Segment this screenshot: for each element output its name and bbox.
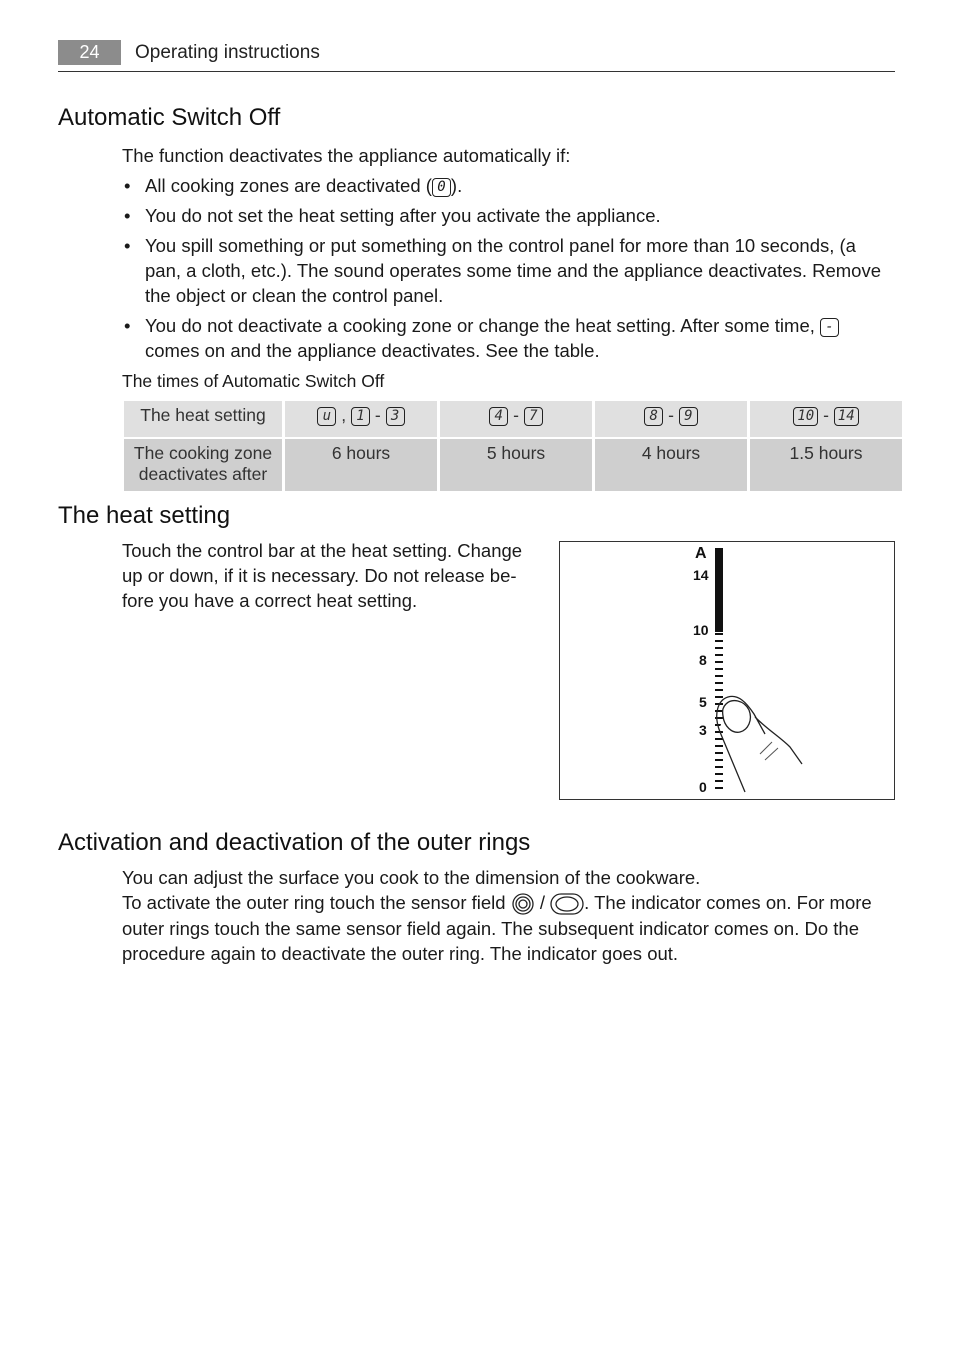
scale-label-5: 5 — [699, 694, 707, 710]
time-cell: 5 hours — [440, 439, 592, 491]
list-item: • You do not deactivate a cooking zone or change the heat setting. After some time, - comes on and the appliance deactivates. See the table. — [122, 313, 897, 363]
page-header — [58, 40, 895, 72]
display-digit-icon: 7 — [524, 407, 543, 426]
row-header-deactivates-after: The cooking zone deactivates after — [124, 439, 282, 491]
page-number: 24 — [58, 40, 121, 65]
display-digit-icon: 14 — [834, 407, 859, 426]
table-row — [124, 401, 902, 437]
row-header-heat-setting: The heat setting — [124, 401, 282, 437]
scale-label-3: 3 — [699, 722, 707, 738]
scale-label-a: A — [695, 545, 707, 562]
scale-label-14: 14 — [693, 567, 709, 583]
scale-label-0: 0 — [699, 779, 707, 795]
heat-setting-cell: u , 1 - 3 — [285, 401, 437, 437]
display-zero-icon: 0 — [432, 178, 451, 197]
display-digit-icon: 4 — [489, 407, 508, 426]
time-cell: 4 hours — [595, 439, 747, 491]
time-cell: 6 hours — [285, 439, 437, 491]
heading-automatic-switch-off: Automatic Switch Off — [58, 104, 281, 131]
switch-off-times-table — [121, 399, 905, 493]
display-dash-icon: - — [820, 318, 839, 337]
table-row — [124, 439, 902, 491]
conditions-list — [122, 173, 897, 368]
display-digit-icon: 8 — [644, 407, 663, 426]
display-digit-icon: 9 — [679, 407, 698, 426]
outer-rings-text: You can adjust the surface you cook to the dimension of the cookware. To activate the outer ring touch the sensor field / . The indicator comes on. For more outer rings touch the same sensor field again. The subsequent indicator comes on. Do the procedure again to deactivate the outer ring. The indicator goes out. — [122, 867, 872, 965]
scale-label-10: 10 — [693, 622, 709, 638]
list-item: • You spill something or put something on the control panel for more than 10 seconds, (a pan, a cloth, etc.). The sound operates some time and the appliance deactivates. Remove the object or clean the control panel. — [122, 233, 897, 308]
heat-setting-cell: 4 - 7 — [440, 401, 592, 437]
heat-setting-text: Touch the control bar at the heat setting. Change up or down, if it is necessary. Do not release be-fore you have a correct heat setting. — [122, 540, 523, 611]
heat-setting-cell: 10 - 14 — [750, 401, 902, 437]
scale-label-8: 8 — [699, 652, 707, 668]
header-title: Operating instructions — [135, 42, 320, 63]
display-digit-icon: 1 — [351, 407, 370, 426]
time-cell: 1.5 hours — [750, 439, 902, 491]
control-bar-icon — [560, 542, 894, 799]
control-bar-figure — [559, 541, 895, 800]
display-u-icon: u — [317, 407, 336, 426]
oval-zone-icon — [550, 892, 584, 916]
list-item: • You do not set the heat setting after you activate the appliance. — [122, 203, 897, 228]
heat-setting-cell: 8 - 9 — [595, 401, 747, 437]
list-item: • All cooking zones are deactivated ( 0 ). — [122, 173, 897, 198]
heading-heat-setting: The heat setting — [58, 502, 231, 529]
intro-text: The function deactivates the appliance automatically if: — [122, 145, 571, 166]
heading-outer-rings: Activation and deactivation of the outer rings — [58, 829, 531, 856]
concentric-rings-icon — [511, 892, 535, 916]
display-digit-icon: 10 — [793, 407, 818, 426]
table-caption: The times of Automatic Switch Off — [122, 371, 385, 391]
display-digit-icon: 3 — [386, 407, 405, 426]
